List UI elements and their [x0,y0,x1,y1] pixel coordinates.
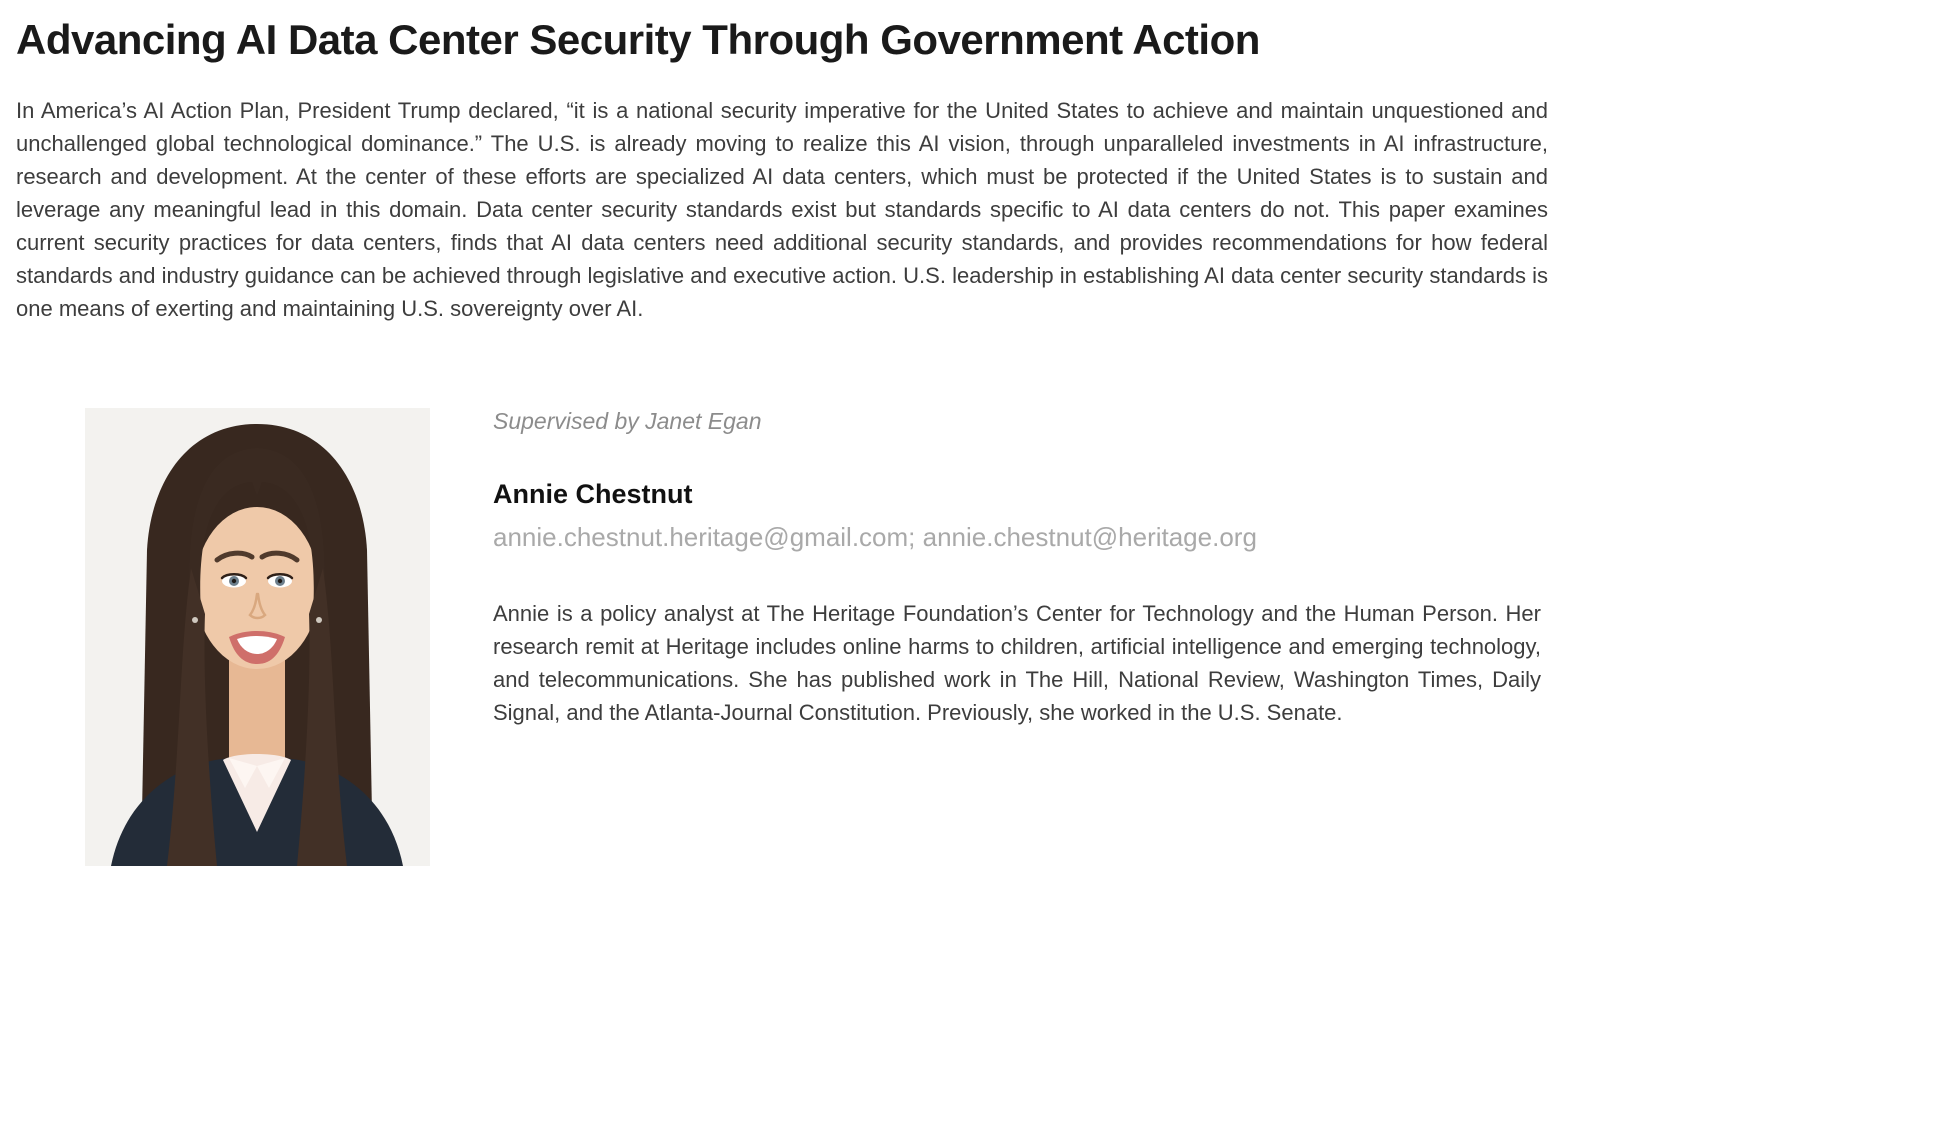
author-emails: annie.chestnut.heritage@gmail.com; annie.chestnut@heritage.org [493,522,1257,553]
author-info [493,408,1548,729]
page-title: Advancing AI Data Center Security Through Government Action [16,16,1260,63]
abstract-paragraph: In America’s AI Action Plan, President Trump declared, “it is a national security imperative for the United States to achieve and maintain unquestioned and unchallenged global technological dominance.” The U.S. is already moving to realize this AI vision, through unparalleled investments in AI infrastructure, research and development. At the center of these efforts are specialized AI data centers, which must be protected if the United States is to sustain and leverage any meaningful lead in this domain. Data center security standards exist but standards specific to AI data centers do not. This paper examines current security practices for data centers, finds that AI data centers need additional security standards, and provides recommendations for how federal standards and industry guidance can be achieved through legislative and executive action. U.S. leadership in establishing AI data center security standards is one means of exerting and maintaining U.S. sovereignty over AI. [16,98,1548,322]
author-photo [85,408,430,866]
author-bio: Annie is a policy analyst at The Heritage Foundation’s Center for Technology and the Human Person. Her research remit at Heritage includes online harms to children, artificial intelligence and emerging technology, and telecommunications. She has published work in The Hill, National Review, Washington Times, Daily Signal, and the Atlanta-Journal Constitution. Previously, she worked in the U.S. Senate. [493,601,1541,726]
author-name: Annie Chestnut [493,479,693,510]
supervised-by-text: Supervised by Janet Egan [493,408,762,435]
author-section [16,408,1548,866]
